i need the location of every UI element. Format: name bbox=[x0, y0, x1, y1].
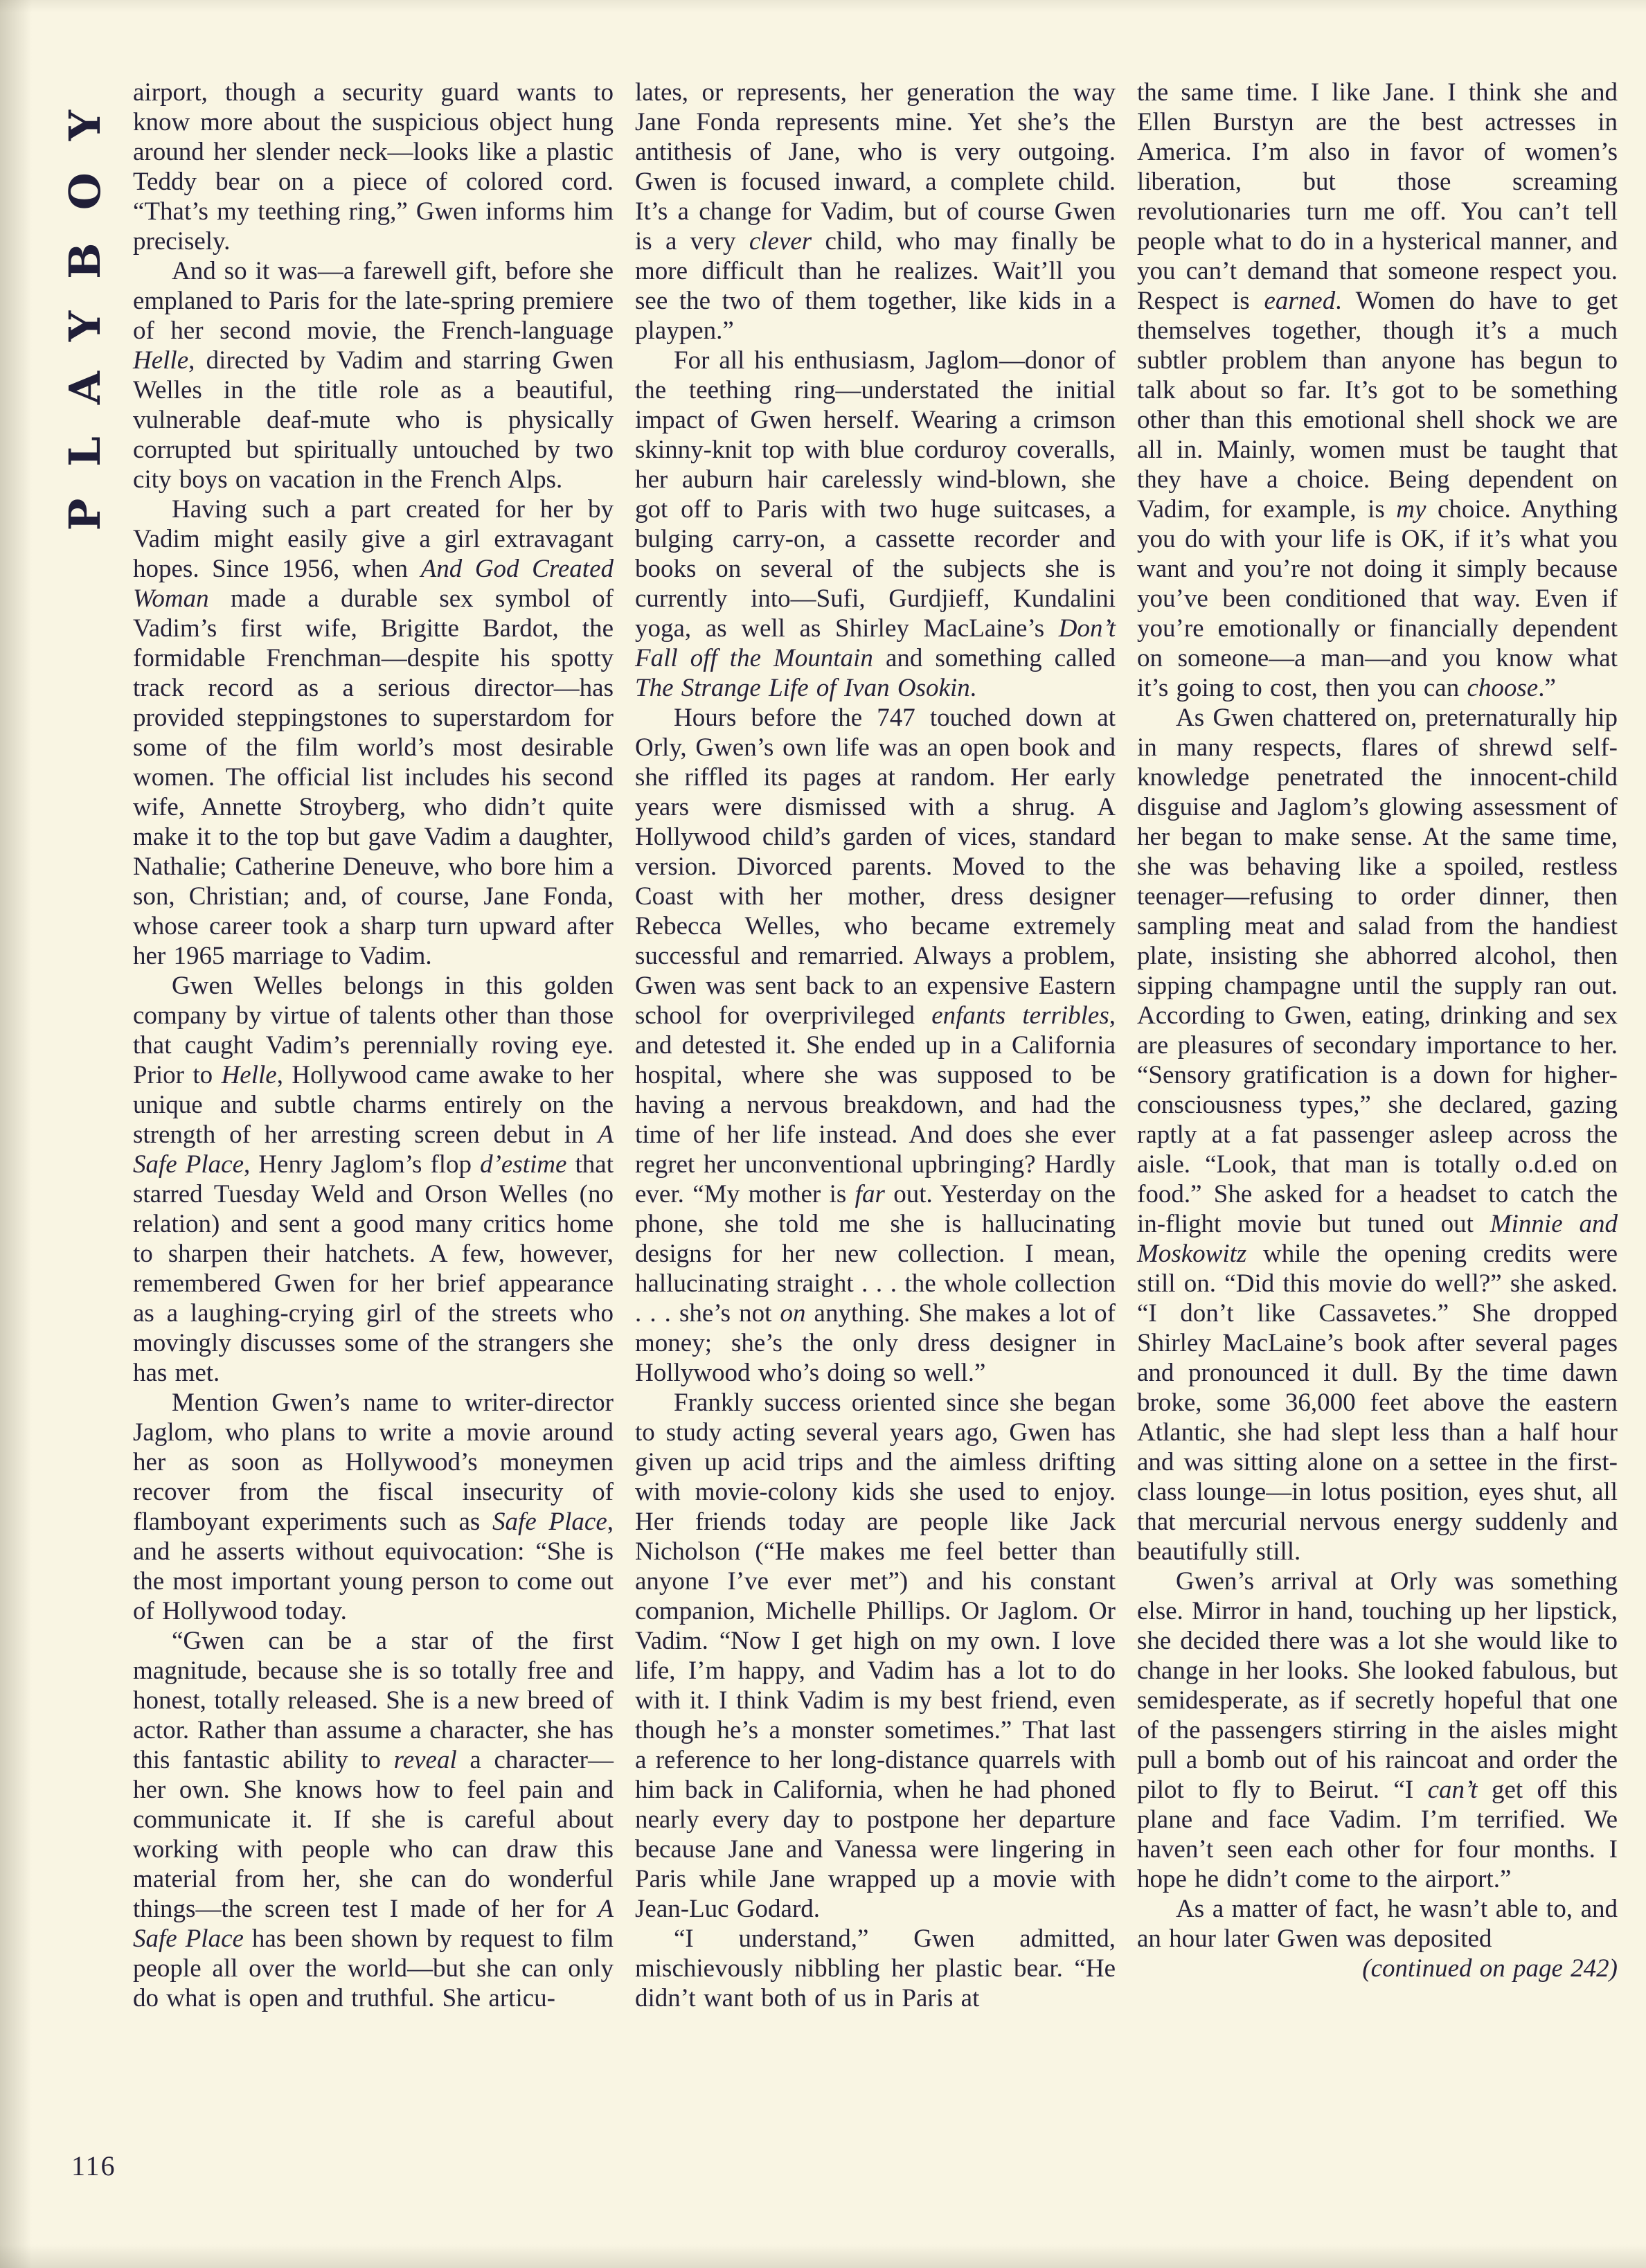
body-paragraph: “Gwen can be a star of the first magnitude, because she is so totally free and honest, totally released. She is a new breed of actor. Rather than assume a character, she has this fantastic ability to reveal a character—her own. She knows how to feel pain and communicate it. If she is careful about working with people who can draw this material from her, she can do wonderful things—the screen test I made of her for A Safe Place has been shown by request to film people all over the world—but she can only do what is open and truthful. She articu- bbox=[133, 1627, 614, 2012]
body-paragraph: Having such a part created for her by Vadim might easily give a girl extravagant hopes. Since 1956, when And God Created Woman made a durable sex symbol of Vadim’s first wife, Brigitte Bardot, the formidable Frenchman—despite his spotty track record as a serious director—has provided steppingstones to superstardom for some of the film world’s most desirable women. The official list includes his second wife, Annette Stroyberg, who didn’t quite make it to the top but gave Vadim a daughter, Nathalie; Catherine Deneuve, who bore him a son, Christian; and, of course, Jane Fonda, whose career took a sharp turn upward after her 1965 marriage to Vadim. bbox=[133, 495, 614, 970]
body-paragraph: As a matter of fact, he wasn’t able to, and an hour later Gwen was deposited bbox=[1137, 1895, 1618, 1953]
body-paragraph: Hours before the 747 touched down at Orly, Gwen’s own life was an open book and she riffled its pages at random. Her early years were dismissed with a shrug. A Hollywood child’s garden of vices, standard version. Divorced parents. Moved to the Coast with her mother, dress designer Rebecca Welles, who became extremely successful and remarried. Always a problem, Gwen was sent back to an expensive Eastern school for overprivileged enfants terribles, and detested it. She ended up in a California hospital, where she was supposed to be having a nervous breakdown, and had the time of her life instead. And does she ever regret her unconventional upbringing? Hardly ever. “My mother is far out. Yesterday on the phone, she told me she is hallucinating designs for her new collection. I mean, hallucinating straight . . . the whole collection . . . she’s not on anything. She makes a lot of money; she’s the only dress designer in Hollywood who’s doing so well.” bbox=[635, 704, 1116, 1387]
continued-note: (continued on page 242) bbox=[1362, 1954, 1618, 1983]
body-paragraph: lates, or represents, her generation the way Jane Fonda represents mine. Yet she’s the antithesis of Jane, who is very outgoing. Gwen is focused inward, a complete child. It’s a change for Vadim, but of course Gwen is a very clever child, who may finally be more difficult than he realizes. Wait’ll you see the two of them together, like kids in a playpen.” bbox=[635, 78, 1116, 345]
body-paragraph: the same time. I like Jane. I think she and Ellen Burstyn are the best actresses in America. I’m also in favor of women’s liberation, but those screaming revolutionaries turn me off. You can’t tell people what to do in a hysterical manner, and you can’t demand that someone respect you. Respect is earned. Women do have to get themselves together, though it’s a much subtler problem than anyone has begun to talk about so far. It’s got to be something other than this emotional shell shock we are all in. Mainly, women must be taught that they have a choice. Being dependent on Vadim, for example, is my choice. Anything you do with your life is OK, if it’s what you want and you’re not doing it simply because you’ve been conditioned that way. Even if you’re emotionally or financially dependent on someone—a man—and you know what it’s going to cost, then you can choose.” bbox=[1137, 78, 1618, 702]
body-paragraph: Mention Gwen’s name to writer-director Jaglom, who plans to write a movie around her as soon as Hollywood’s moneymen recover from the fiscal insecurity of flamboyant experiments such as Safe Place, and he asserts without equivocation: “She is the most important young person to come out of Hollywood today. bbox=[133, 1389, 614, 1625]
text-column-3 bbox=[1137, 78, 1618, 1983]
body-paragraph: Gwen Welles belongs in this golden company by virtue of talents other than those that caught Vadim’s perennially roving eye. Prior to Helle, Hollywood came awake to her unique and subtle charms entirely on the strength of her arresting screen debut in A Safe Place, Henry Jaglom’s flop d’estime that starred Tuesday Weld and Orson Welles (no relation) and sent a good many critics home to sharpen their hatchets. A few, however, remembered Gwen for her brief appearance as a laughing-crying girl of the streets who movingly discusses some of the strangers she has met. bbox=[133, 972, 614, 1387]
body-paragraph: Gwen’s arrival at Orly was something else. Mirror in hand, touching up her lipstick, she decided there was a lot she would like to change in her looks. She looked fabulous, but semidesperate, as if secretly hopeful that one of the passengers stirring in the aisles might pull a bomb out of his raincoat and order the pilot to fly to Beirut. “I can’t get off this plane and face Vadim. I’m terrified. We haven’t seen each other for four months. I hope he didn’t come to the airport.” bbox=[1137, 1567, 1618, 1893]
page-number: 116 bbox=[71, 2150, 116, 2181]
body-paragraph: As Gwen chattered on, preternaturally hip in many respects, flares of shrewd self-knowledge penetrated the innocent-child disguise and Jaglom’s glowing assessment of her began to make sense. At the same time, she was behaving like a spoiled, restless teenager—refusing to order dinner, then sampling meat and salad from the handiest plate, insisting she abhorred alcohol, then sipping champagne until the supply ran out. According to Gwen, eating, drinking and sex are pleasures of secondary importance to her. “Sensory gratification is a down for higher-consciousness types,” she declared, gazing raptly at a fat passenger asleep across the aisle. “Look, that man is totally o.d.ed on food.” She asked for a headset to catch the in-flight movie but tuned out Minnie and Moskowitz while the opening credits were still on. “Did this movie do well?” she asked. “I don’t like Cassavetes.” She dropped Shirley MacLaine’s book after several pages and pronounced it dull. By the time dawn broke, some 36,000 feet above the eastern Atlantic, she had slept less than a half hour and was sitting alone on a settee in the first-class lounge—in lotus position, eyes shut, all that mercurial nervous energy suddenly and beautifully still. bbox=[1137, 704, 1618, 1566]
body-paragraph: For all his enthusiasm, Jaglom—donor of the teething ring—understated the initial impact of Gwen herself. Wearing a crimson skinny-knit top with blue corduroy coveralls, her auburn hair carelessly wind-blown, she got off to Paris with two huge suitcases, a bulging carry-on, a cassette recorder and books on several of the subjects she is currently into—Sufi, Gurdjieff, Kundalini yoga, as well as Shirley MacLaine’s Don’t Fall off the Mountain and something called The Strange Life of Ivan Osokin. bbox=[635, 346, 1116, 702]
body-paragraph: Frankly success oriented since she began to study acting several years ago, Gwen has given up acid trips and the aimless drifting with movie-colony kids she used to enjoy. Her friends today are people like Jack Nicholson (“He makes me feel better than anyone I’ve ever met”) and his constant companion, Michelle Phillips. Or Jaglom. Or Vadim. “Now I get high on my own. I love life, I’m happy, and Vadim has a lot to do with it. I think Vadim is my best friend, even though he’s a monster sometimes.” That last a reference to her long-distance quarrels with him back in California, when he had phoned nearly every day to postpone her departure because Jane and Vanessa were lingering in Paris while Jane wrapped up a movie with Jean-Luc Godard. bbox=[635, 1389, 1116, 1923]
body-paragraph: airport, though a security guard wants to know more about the suspicious object hung around her slender neck—looks like a plastic Teddy bear on a piece of colored cord. “That’s my teething ring,” Gwen informs him precisely. bbox=[133, 78, 614, 256]
page-bottom-edge-shadow bbox=[0, 2244, 1646, 2268]
text-column-1 bbox=[133, 78, 614, 2013]
body-paragraph: And so it was—a farewell gift, before she emplaned to Paris for the late-spring premiere of her second movie, the French-language Helle, directed by Vadim and starring Gwen Welles in the title role as a beautiful, vulnerable deaf-mute who is physically corrupted but spiritually untouched by two city boys on vacation in the French Alps. bbox=[133, 257, 614, 494]
body-paragraph: “I understand,” Gwen admitted, mischievously nibbling her plastic bear. “He didn’t want both of us in Paris at bbox=[635, 1925, 1116, 2012]
page-top-edge-shadow bbox=[0, 0, 1646, 12]
playboy-vertical-logo: PLAYBOY bbox=[60, 78, 110, 531]
text-column-2 bbox=[635, 78, 1116, 2013]
page-left-edge-shadow bbox=[0, 0, 32, 2268]
